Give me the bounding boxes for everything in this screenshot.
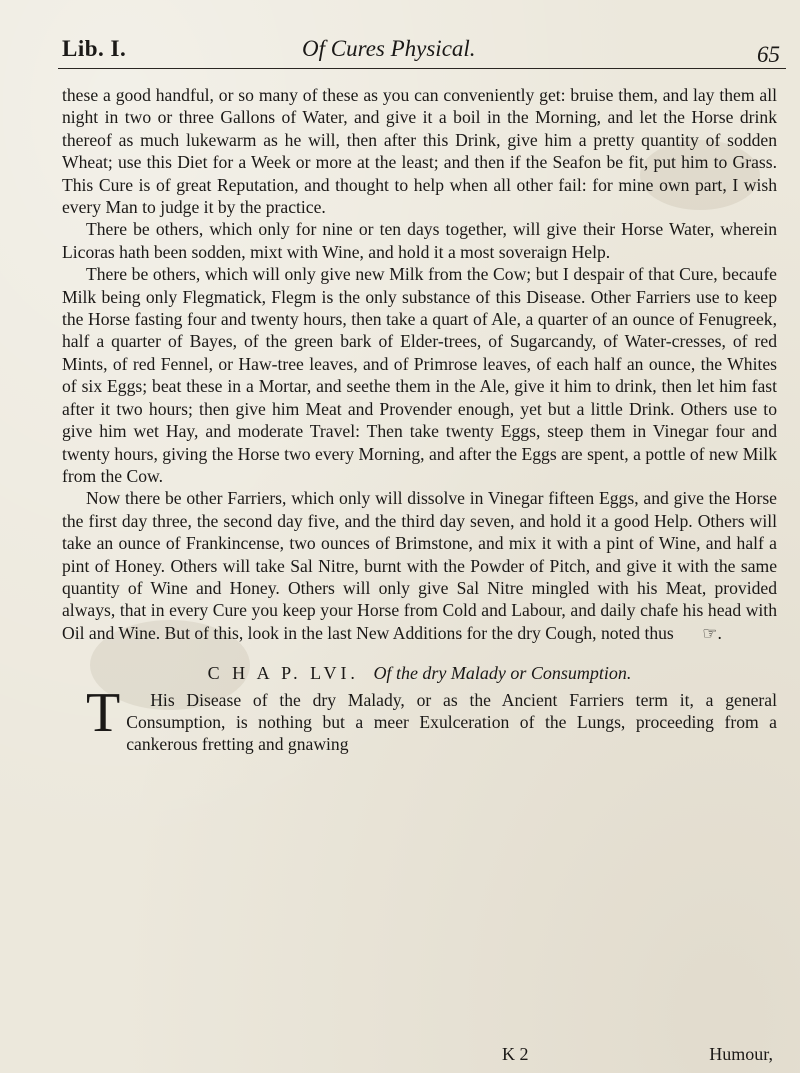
pointing-hand-icon: ☞ [702, 623, 718, 643]
running-title: Of Cures Physical. [302, 36, 476, 61]
paragraph-2: There be others, which only for nine or ten days together, will give their Horse Water, wherein Licoras hath been sodden, mixt with Wine, and hold it a most soveraign Help. [62, 219, 777, 262]
chapter-title: Of the dry Malady or Consumption. [373, 663, 632, 684]
page-footer [62, 1044, 777, 1068]
page-header [62, 36, 780, 76]
chapter-heading [62, 662, 777, 684]
book-reference: Lib. I. [62, 36, 127, 61]
paragraph-1: these a good handful, or so many of these as you can conveniently get: bruise them, and lay them all night in two or three Gallons of Water, and give it a boil in the Morning, and let the Horse drink thereof as much lukewarm as he will, then after this Drink, give him a pretty quantity of sodden Wheat; use this Diet for a Week or more at the least; and then if the Seafon be fit, put him to Grass. This Cure is of great Reputation, and thought to help when all other fail: for mine own part, I wish every Man to judge it by the practice. [62, 85, 777, 218]
paragraph-4: Now there be other Farriers, which only will dissolve in Vinegar fifteen Eggs, and give the Horse the first day three, the second day five, and the third day seven, and hold it a good Help. Others will take an ounce of Frankincense, two ounces of Brimstone, and mix it with a pint of Wine, and half a pint of Honey. Others will take Sal Nitre, burnt with the Powder of Pitch, and give it with the same quantity of Wine and Honey. Others will only give Sal Nitre mingled with his Meat, provided always, that in every Cure you keep your Horse from Cold and Labour, and daily chafe his head with Oil and Wine. But of this, look in the last New Additions for the dry Cough, noted thus ☞. [62, 488, 777, 643]
catchword: Humour, [709, 1044, 773, 1064]
paragraph-3: There be others, which will only give new Milk from the Cow; but I despair of that Cure, becaufe Milk being only Flegmatick, Flegm is the only substance of this Disease. Other Farriers use to keep the Horse fasting four and twenty hours, then take a quart of Ale, a quarter of an ounce of Fenugreek, half a quarter of Bayes, of the green bark of Elder-trees, of Sugarcandy, of Water-cresses, of red Mints, of red Fennel, or Haw-tree leaves, and of Primrose leaves, of each half an ounce, the Whites of six Eggs; beat these in a Mortar, and seethe them in the Ale, give it him to drink, then let him fast after it two hours; then give him Meat and Provender enough, yet but a little Drink. Others use to give him wet Hay, and moderate Travel: Then take twenty Eggs, steep them in Vinegar four and twenty hours, giving the Horse two every Morning, and after the Eggs are spent, a pottle of new Milk from the Cow. [62, 264, 777, 486]
drop-cap: T [86, 681, 121, 744]
header-rule [58, 68, 786, 69]
chapter-opening-text: His Disease of the dry Malady, or as the Ancient Farriers term it, a general Consumption, is nothing but a meer Exulceration of the Lungs, proceeding from a cankerous fretting and gnawing [126, 689, 777, 755]
paragraph-4-text: Now there be other Farriers, which only will dissolve in Vinegar fifteen Eggs, and give the Horse the first day three, the second day five, and the third day seven, and hold it a good Help. Others will take an ounce of Frankincense, two ounces of Brimstone, and mix it with a pint of Wine, and half a pint of Honey. Others will take Sal Nitre, burnt with the Powder of Pitch, and give it with the same quantity of Wine and Honey. Others will only give Sal Nitre mingled with his Meat, provided always, that in every Cure you keep your Horse from Cold and Labour, and daily chafe his head with Oil and Wine. But of this, look in the last New Additions for the dry Cough, noted thus [62, 488, 777, 643]
body-text [62, 84, 777, 756]
signature-mark: K 2 [502, 1044, 529, 1064]
chapter-opening-paragraph [62, 681, 777, 756]
page-number: 65 [757, 42, 780, 67]
chapter-label: C H A P. LVI. [207, 663, 359, 684]
